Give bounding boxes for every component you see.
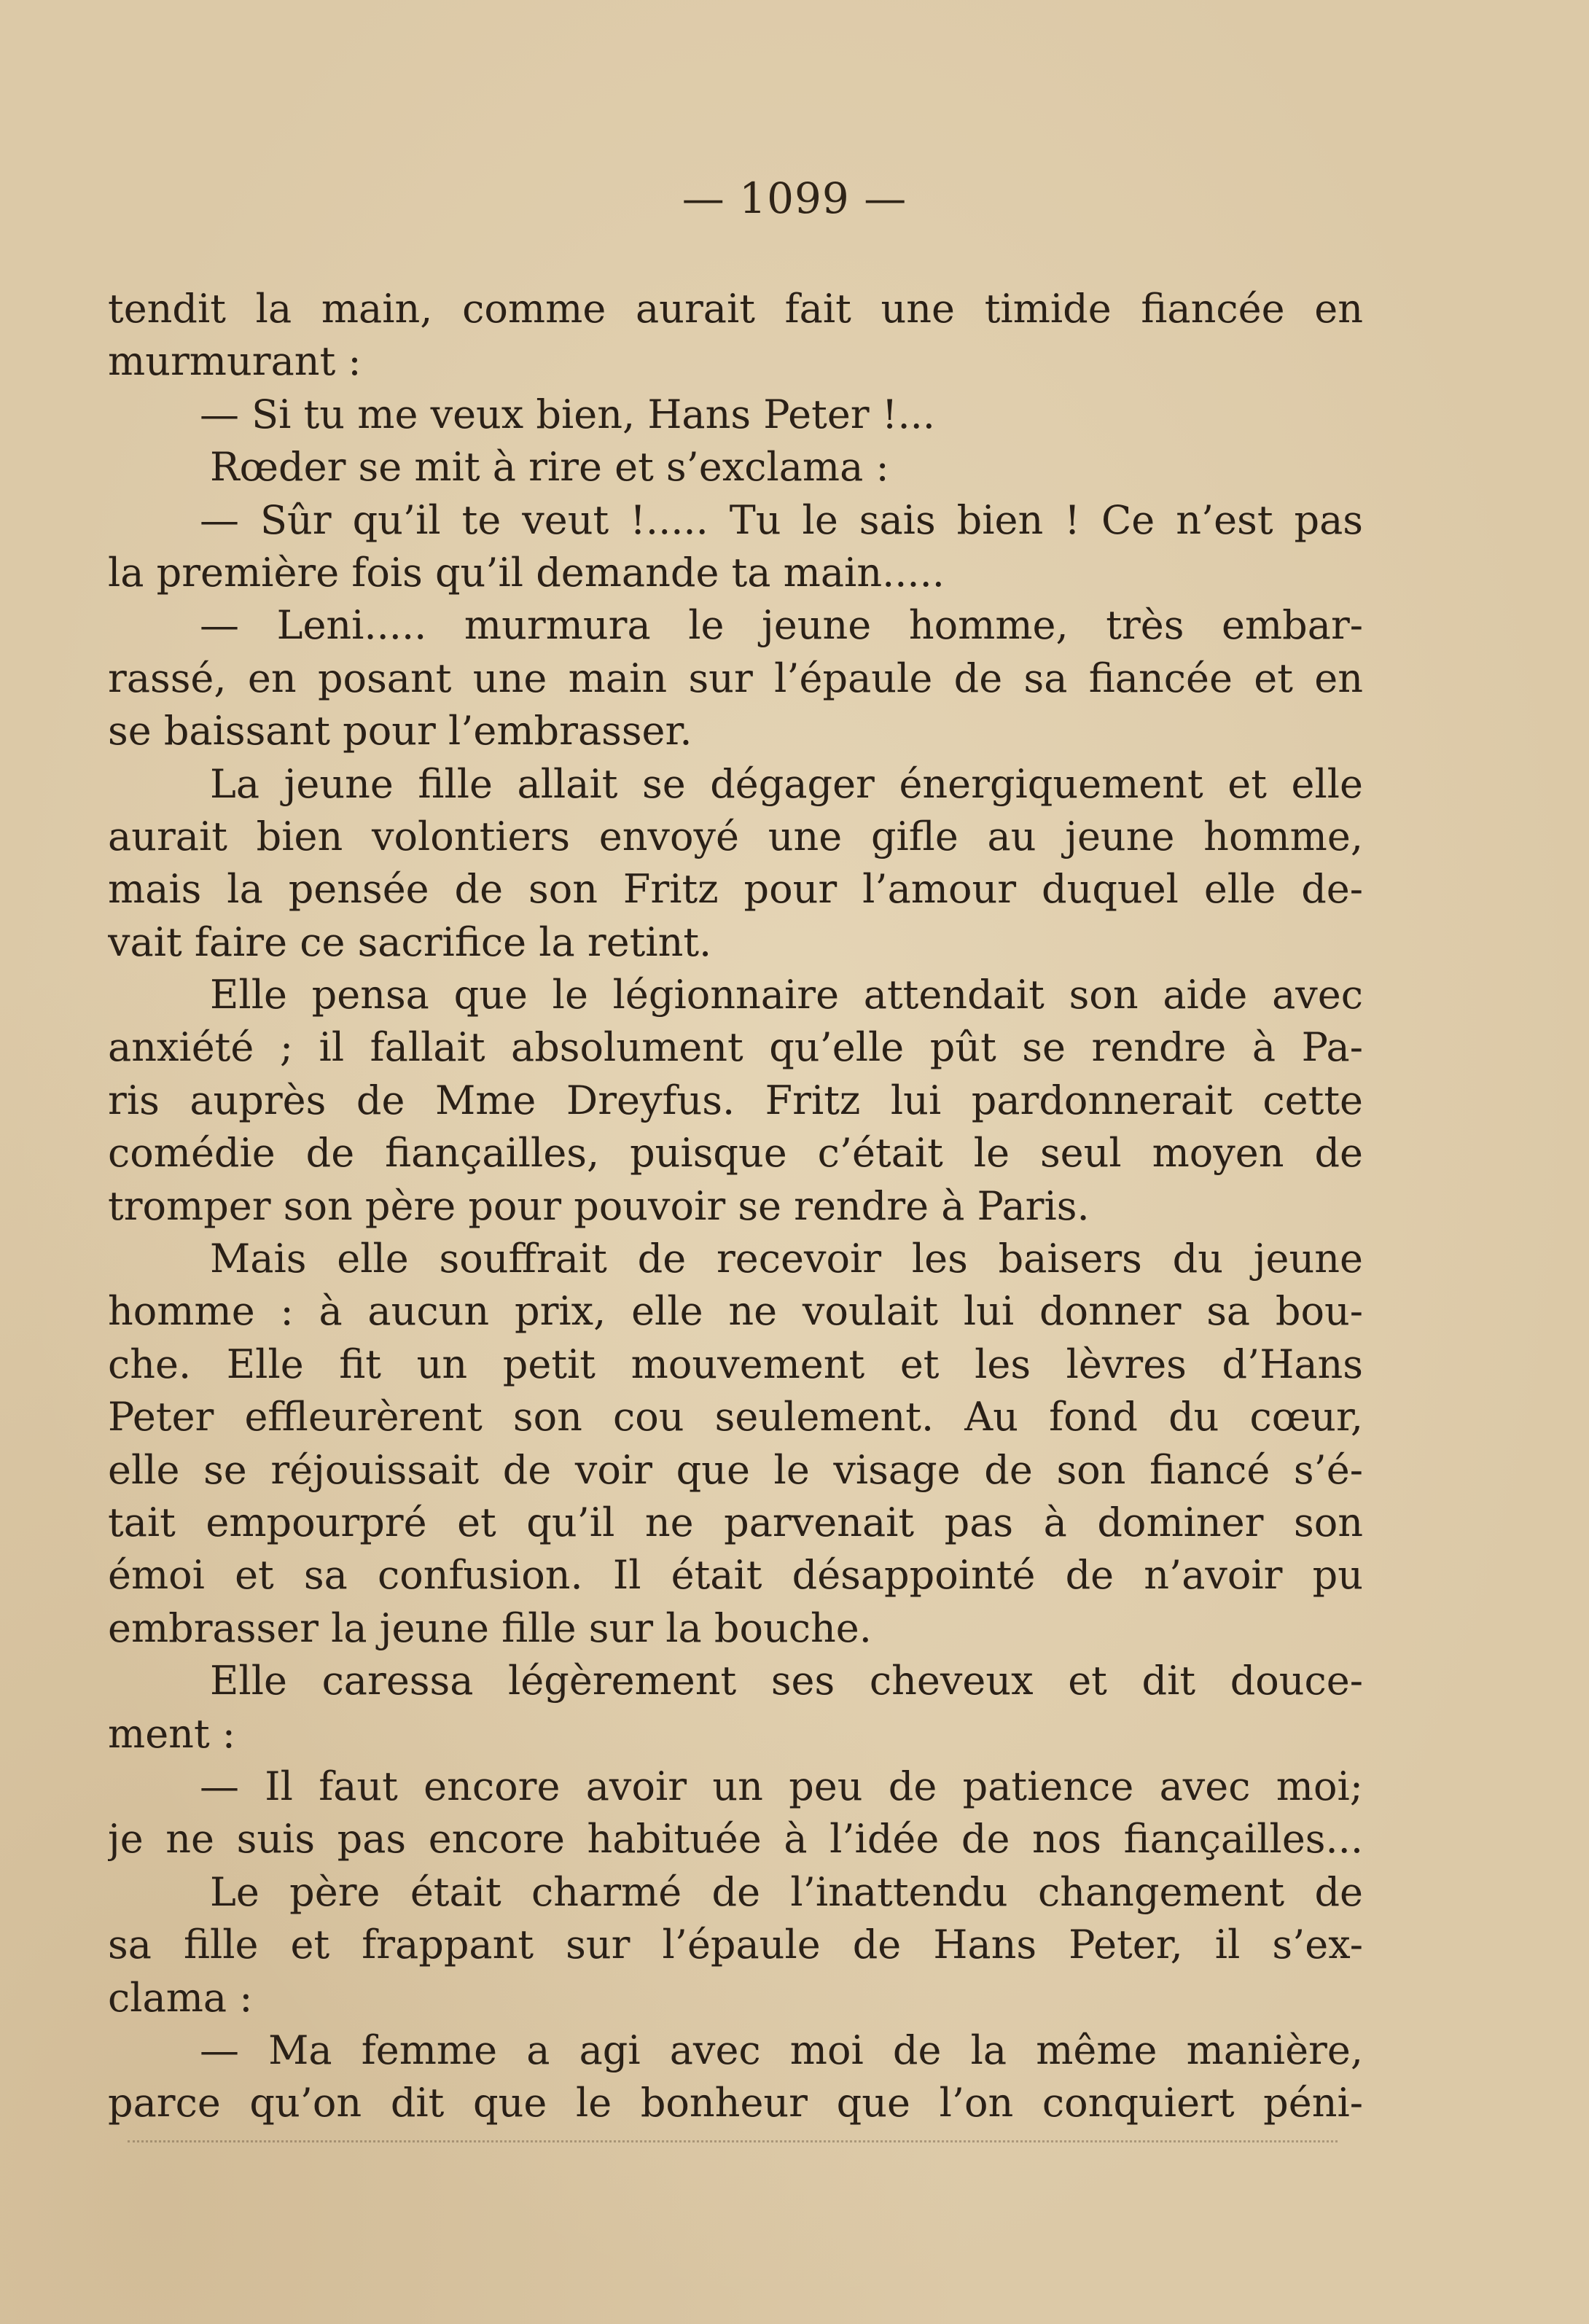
text-line: je ne suis pas encore habituée à l’idée de nos fiançailles... bbox=[108, 1816, 1363, 1863]
text-line: tendit la main, comme aurait fait une timide fiancée en bbox=[108, 286, 1363, 332]
text-line: Rœder se mit à rire et s’exclama : bbox=[210, 444, 889, 491]
text-line: Peter effleurèrent son cou seulement. Au fond du cœur, bbox=[108, 1394, 1363, 1440]
text-line: Mais elle souffrait de recevoir les baisers du jeune bbox=[210, 1236, 1363, 1282]
text-line: — Ma femme a agi avec moi de la même manière, bbox=[200, 2027, 1363, 2073]
text-line: clama : bbox=[108, 1974, 253, 2021]
text-line: La jeune fille allait se dégager énergiquement et elle bbox=[210, 760, 1363, 807]
text-line: tait empourpré et qu’il ne parvenait pas à dominer son bbox=[108, 1499, 1363, 1545]
text-line: — Il faut encore avoir un peu de patience avec moi; bbox=[200, 1763, 1363, 1809]
text-line: murmurant : bbox=[108, 338, 362, 385]
text-line: ris auprès de Mme Dreyfus. Fritz lui pardonnerait cette bbox=[108, 1077, 1363, 1123]
page-number: — 1099 — bbox=[682, 173, 907, 223]
bottom-print-artifact bbox=[128, 2140, 1338, 2142]
text-line: ment : bbox=[108, 1710, 235, 1757]
text-line: aurait bien volontiers envoyé une gifle au jeune homme, bbox=[108, 813, 1363, 859]
text-line: Elle caressa légèrement ses cheveux et dit douce- bbox=[210, 1658, 1363, 1704]
text-line: rassé, en posant une main sur l’épaule de sa fiancée et en bbox=[108, 655, 1363, 701]
text-line: anxiété ; il fallait absolument qu’elle pût se rendre à Pa- bbox=[108, 1024, 1363, 1071]
text-line: — Sûr qu’il te veut !..... Tu le sais bien ! Ce n’est pas bbox=[200, 496, 1363, 543]
text-line: sa fille et frappant sur l’épaule de Hans Peter, il s’ex- bbox=[108, 1922, 1363, 1968]
text-line: se baissant pour l’embrasser. bbox=[108, 708, 692, 754]
text-line: embrasser la jeune fille sur la bouche. bbox=[108, 1604, 872, 1651]
text-line: homme : à aucun prix, elle ne voulait lui donner sa bou- bbox=[108, 1288, 1363, 1335]
text-line: elle se réjouissait de voir que le visage de son fiancé s’é- bbox=[108, 1446, 1363, 1493]
text-line: comédie de fiançailles, puisque c’était le seul moyen de bbox=[108, 1130, 1363, 1177]
text-line: parce qu’on dit que le bonheur que l’on conquiert péni- bbox=[108, 2080, 1363, 2126]
text-line: la première fois qu’il demande ta main..... bbox=[108, 549, 945, 596]
text-line: — Si tu me veux bien, Hans Peter !... bbox=[200, 391, 935, 437]
text-line: Le père était charmé de l’inattendu changement de bbox=[210, 1868, 1363, 1915]
text-line: che. Elle fit un petit mouvement et les lèvres d’Hans bbox=[108, 1341, 1363, 1387]
text-line: vait faire ce sacrifice la retint. bbox=[108, 919, 712, 965]
text-line: tromper son père pour pouvoir se rendre à Paris. bbox=[108, 1182, 1090, 1229]
text-line: — Leni..... murmura le jeune homme, très embar- bbox=[200, 602, 1363, 649]
body-text bbox=[108, 283, 1363, 2130]
text-line: Elle pensa que le légionnaire attendait son aide avec bbox=[210, 972, 1363, 1018]
text-line: émoi et sa confusion. Il était désappointé de n’avoir pu bbox=[108, 1552, 1363, 1599]
text-line: mais la pensée de son Fritz pour l’amour duquel elle de- bbox=[108, 866, 1363, 913]
